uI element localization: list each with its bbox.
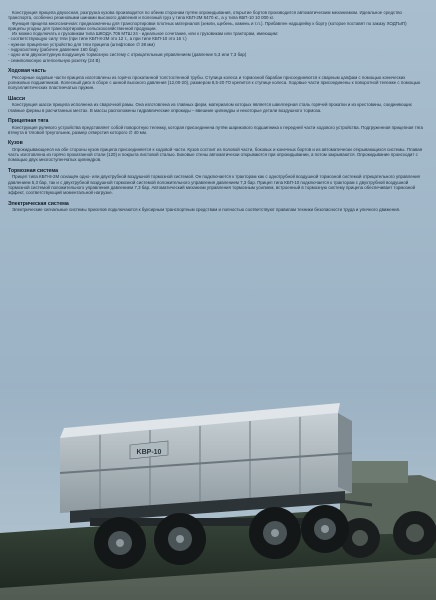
- section-heading: Шасси: [8, 95, 26, 102]
- section-text: Электрические сигнальные системы присепов подключаются к буксирным транспортным средствам и полностью соответствуют правилам техники безопасности труда и уличного движения.: [12, 207, 401, 213]
- trailer-photo-illustration: [0, 383, 436, 600]
- section-heading: Кузов: [8, 140, 23, 147]
- section-drawbar: [8, 118, 424, 135]
- section-brakes: [8, 168, 424, 196]
- section-heading: Тормозная система: [8, 167, 59, 174]
- section-heading: Ходовая часть: [8, 67, 46, 74]
- section-text: Прицеп типа КБП-8-2М оснащён одно- или двухтрубной воздушной тормозной системой. Он подключается к тракторам как с однотрубной воздушной тормозной системой отрицательного управления давлением 5,3 бар, так и с двухтрубной воздушной тормозной системой положительного управления давлением 7,3 бар. Прицеп типа КБП-10 подключается к тракторам с двухтрубной воздушной тормозной системой положительного управления давлением 7,3 бар. Автоматический механизм управления тормозным усилием, встроенный в тормозную систему прицепа обеспечивает тормозной эффект, соответствующий моментальной нагрузке.: [8, 174, 420, 196]
- section-heading: Прицепная тяга: [8, 117, 49, 124]
- requirements-list: [8, 36, 424, 62]
- section-heading: Электрическая система: [8, 200, 69, 207]
- list-item: - соответствующую силу тяги (при типе КБП-8-2М это 12 т., а при типе КБП-10 это 16 т.): [8, 36, 187, 42]
- list-item: - гидросистему (рабочее давление 160 бар): [8, 47, 98, 53]
- text-content: [8, 10, 424, 213]
- intro-paragraph: Конструкция прицепа двухосная, разгрузка кузова производится по обеим сторонам путём опрокидывания, открытие бортов производится автоматическим механизмом. Идеальное средство транспорта, особенно резиновыми шинами высокого давления и полезный груз у типа КБП-2М 8470 кг., а у типа КБП-10 10 000 кг.: [8, 10, 402, 21]
- section-body: [8, 140, 424, 163]
- section-running-gear: [8, 68, 424, 91]
- section-text: Конструкция шасси прицепа исполнена из сварочной рамы. Она изготовлена из главных ферм, материалом которых является швеллерная сталь горячей прокатки и из крестовины, соединяющих главные фермы в расчитанных местах. В массы расположены гидравлические опрокиды – ввешние цилиндры и некоторые детали воздушного тормоза.: [8, 102, 412, 113]
- intro-block: [8, 10, 424, 63]
- section-text: Конструкция рулевого устройства представляет собой поворотную тележку, которая присоединена путём шарикового подшипника к передней части ходового устройства. Подгруженная прицепная тяга втянута в тяговой треугольник, размер отверстия которого ∅ 40 мм.: [8, 124, 423, 135]
- section-electrics: [8, 201, 424, 213]
- intro-paragraph: Функция прицепа многозначная: предназначены для транспортировки плотных материалов (земли, щебень, камень и т.п.). Прибавлен надшрейку к борту (которое поставят по заказу ХОДГЫП) прицепы угодны для транспортировки сельскохозяйственной продукции.: [8, 20, 407, 31]
- trailer-photo: [0, 383, 436, 600]
- intro-paragraph: Их можно подключать к грузовикам типа ШКОДА 706 МТШ 24 - идеальное сочетание, или к грузовикам или тракторам, имеющим:: [12, 31, 279, 37]
- list-item: - нужное прицепное устройство для тяги прицепа (штифтовое ∅ 38 мм): [8, 41, 155, 47]
- trailer-model-label: KBP-10: [136, 449, 162, 456]
- section-text: Опрокидывающееся на обе стороны кузов прицепа присоединяется к ходовой части. Кузов состоит из половой части, боковых и конечных бортов и из автоматически открывающихся системы. Плавая часть изготовлена из горячо прокатанной стали (120) и покрыта листовой сталью. Боковые стены автоматически открываются при опрокидывании, а потом закрываются. Опрокидывание происходит с помощью двух многоступенчатых цилиндров.: [8, 146, 423, 163]
- list-item: - одно или двухконтурную воздушную тормозную систему с отрицательным управлением (давление 5,3 или 7,3 бар): [8, 52, 247, 58]
- section-text: Рессорные ходовые части прицепа изготовлены из горячо прокатанной толстостенной трубы. Ступица колеса и тормозной барабан присоединяются к сварным цапфам с помощью конических роликовых подшипников. Колесный диск в сборе с шиной высокого давления (12,00-20), размером 8,5-20 ГО крепится к ступице колеса. Ходовые части присоединены к поворотной тележке с помощью полуэллиптических пластинчатых пружин.: [8, 74, 421, 91]
- list-item: - семиполюсную штепсельную розетку (24 В): [8, 57, 100, 63]
- section-chassis: [8, 96, 424, 113]
